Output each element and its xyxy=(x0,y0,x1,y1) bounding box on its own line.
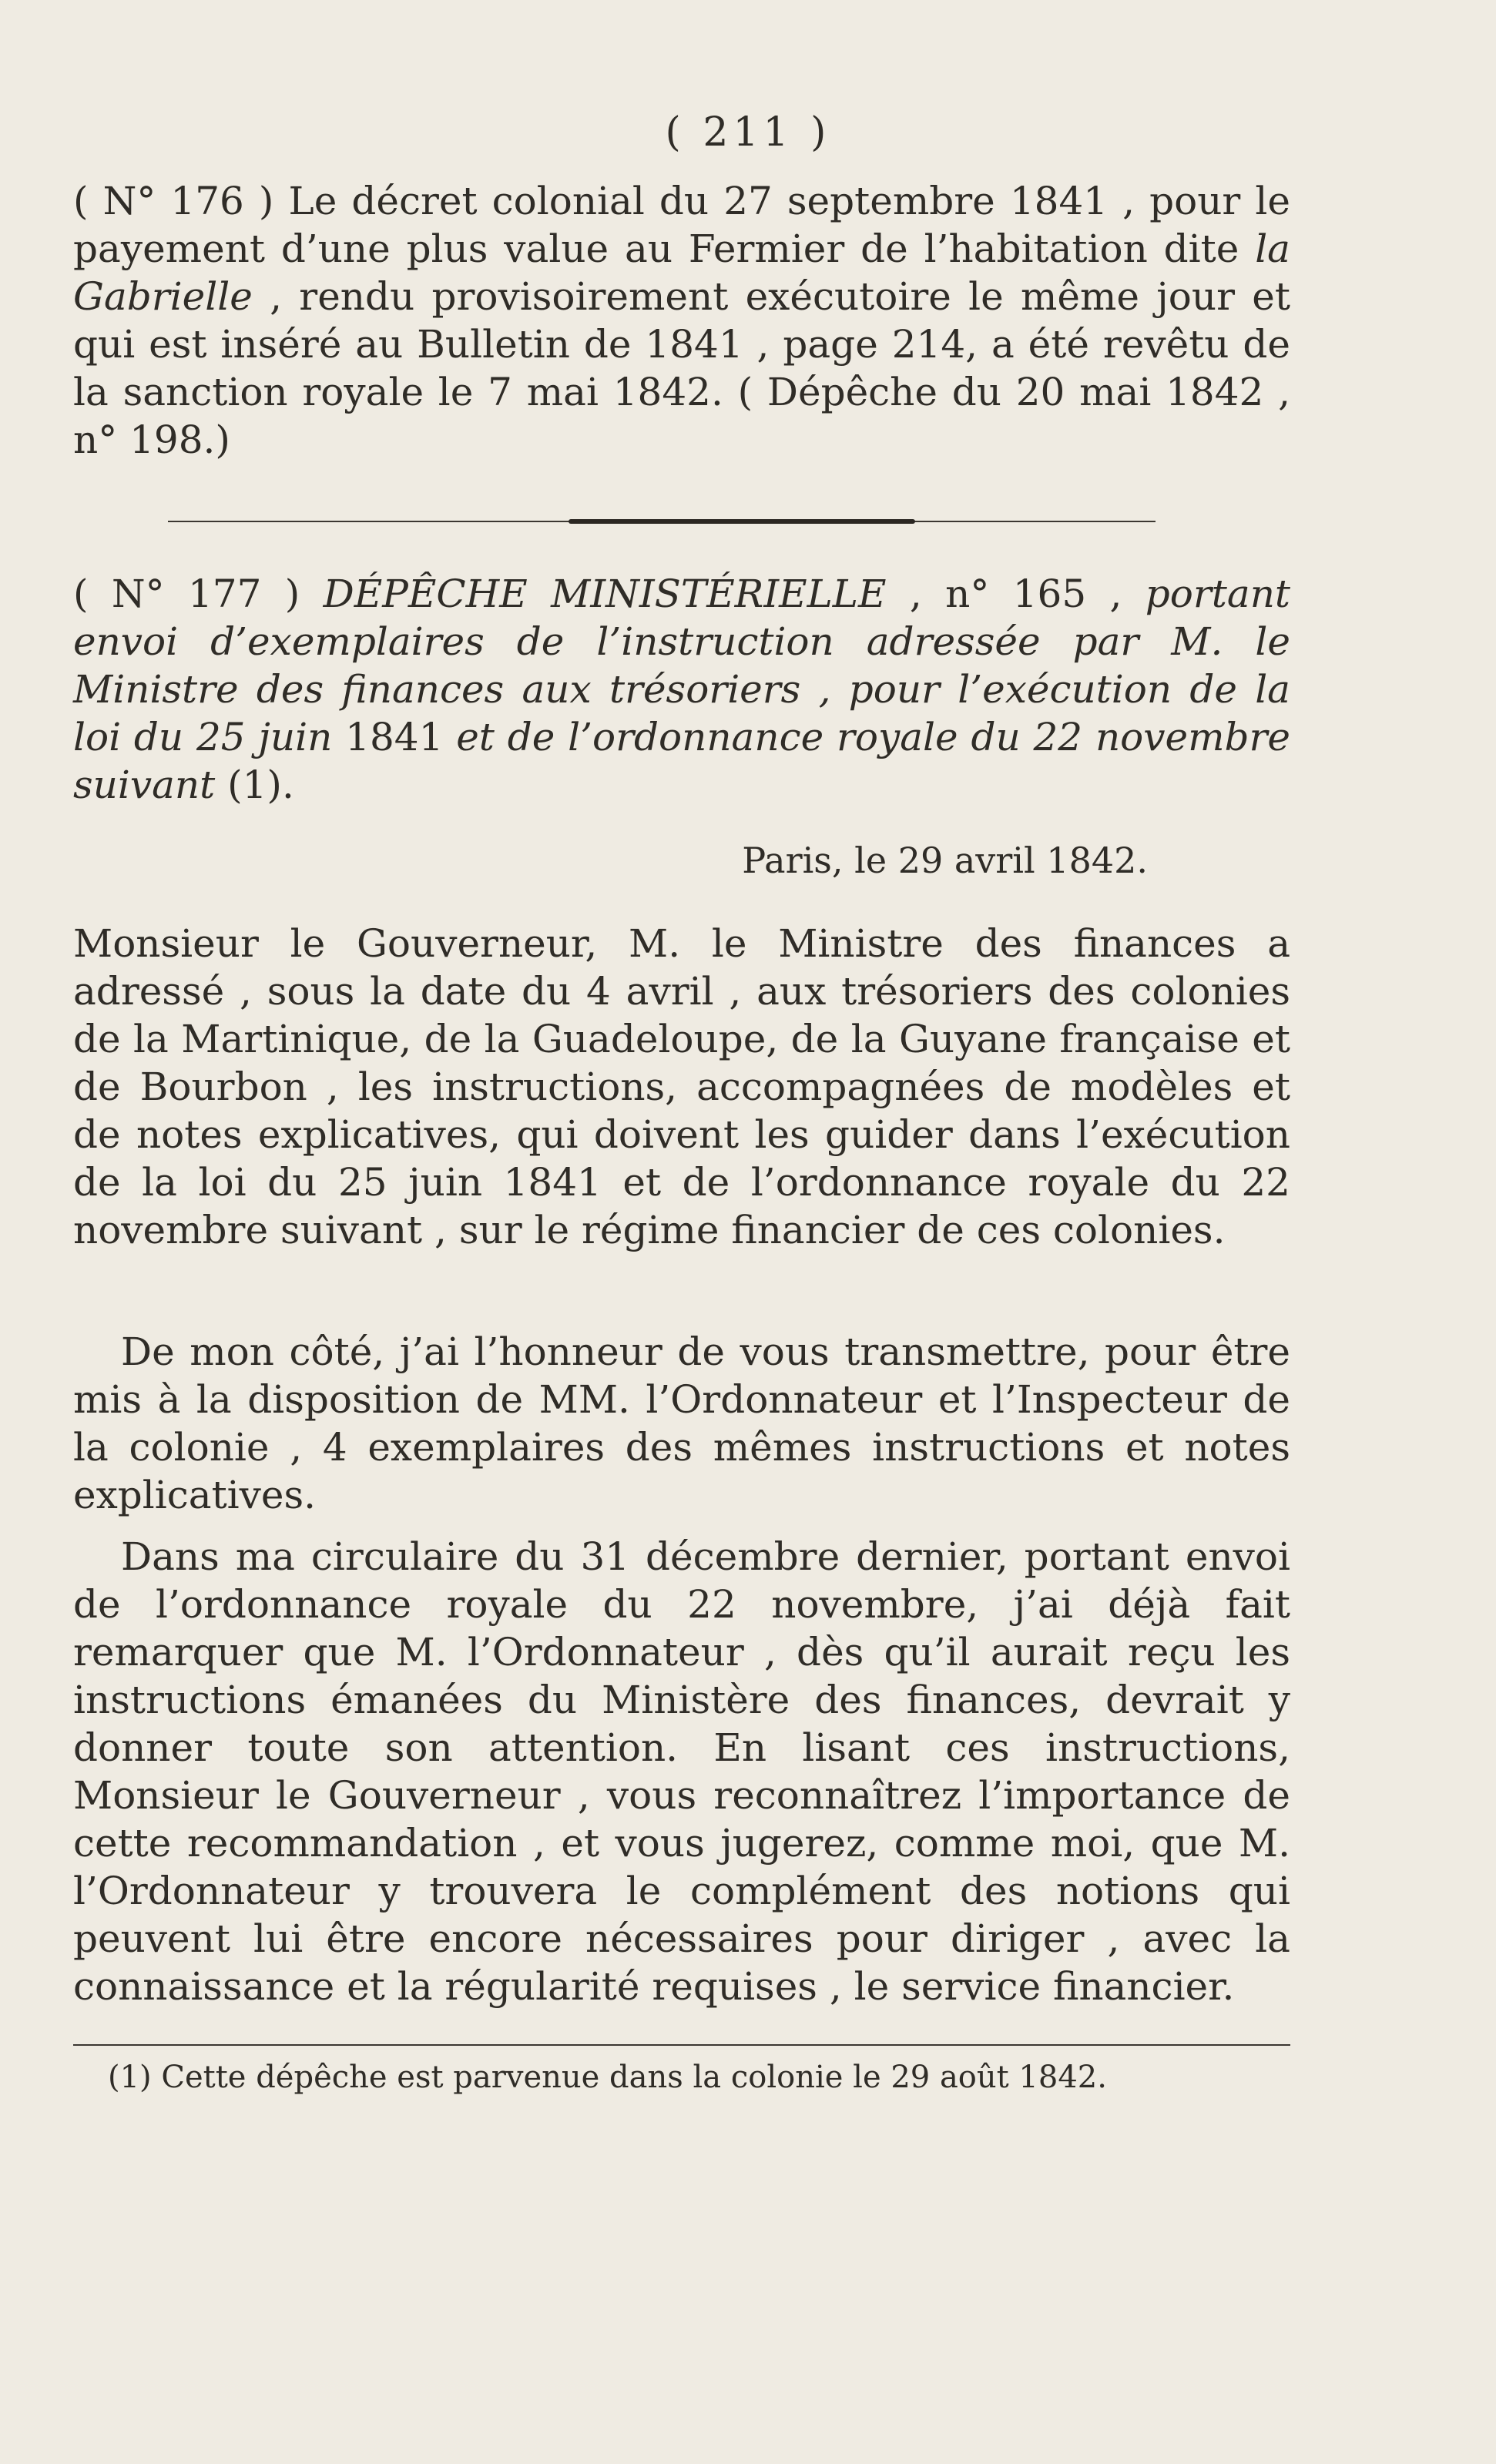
entry-177-title: DÉPÊCHE MINISTÉRIELLE xyxy=(300,572,887,616)
footnote-rule xyxy=(73,2044,1290,2046)
entry-177 xyxy=(73,570,1290,809)
section-divider xyxy=(168,518,1156,525)
paragraph-text: De mon côté, j’ai l’honneur de vous transmettre, pour être mis à la disposition de MM. l’Ordonnateur et l’Inspecteur de la colonie , 4 exemplaires des mêmes instructions et notes explicatives. xyxy=(73,1329,1290,1517)
paragraph-text: Dans ma circulaire du 31 décembre dernier, portant envoi de l’ordonnance royale du 22 novembre, j’ai déjà fait remarquer que M. l’Ordonnateur , dès qu’il aurait reçu les instructions émanées du Ministère des finances, devrait y donner toute son attention. En lisant ces instructions, Monsieur le Gouverneur , vous reconnaîtrez l’importance de cette recommandation , et vous jugerez, comme moi, que M. l’Ordonnateur y trouvera le complément des notions qui peuvent lui être encore nécessaires pour diriger , avec la connaissance et la régularité requises , le service financier. xyxy=(73,1534,1290,2009)
paragraph-text: Monsieur le Gouverneur, M. le Ministre des finances a adressé , sous la date du 4 avril , aux trésoriers des colonies de la Martinique, de la Guadeloupe, de la Guyane française et de Bourbon , les instructions, accompagnées de modèles et de notes explicatives, qui doivent les guider dans l’exécution de la loi du 25 juin 1841 et de l’ordonnance royale du 22 novembre suivant , sur le régime financier de ces colonies. xyxy=(73,921,1290,1252)
entry-176-text-after: , rendu provisoirement exécutoire le même jour et qui est inséré au Bulletin de 1841 , page 214, a été revêtu de la sanction royale le 7 mai 1842. ( Dépêche du 20 mai 1842 , n° 198.) xyxy=(73,274,1290,462)
entry-177-ref: , n° 165 , xyxy=(886,572,1145,616)
body-paragraph-2 xyxy=(73,1328,1290,1519)
entry-176-text-before: Le décret colonial du 27 septembre 1841 , pour le payement d’une plus value au Fermier de l’habitation dite xyxy=(73,179,1290,271)
body-paragraph-1 xyxy=(73,920,1290,1254)
divider-thick-line xyxy=(569,519,915,524)
entry-177-footnote-marker: (1). xyxy=(215,763,294,807)
entry-177-year: 1841 xyxy=(345,715,444,759)
entry-176-habitation-name: la Gabrielle xyxy=(73,226,1290,319)
entry-176 xyxy=(73,177,1290,464)
body-paragraph-3 xyxy=(73,1533,1290,2010)
dateline: Paris, le 29 avril 1842. xyxy=(742,840,1148,881)
entry-176-number: ( N° 176 ) xyxy=(73,179,274,223)
footnote: (1) Cette dépêche est parvenue dans la colonie le 29 août 1842. xyxy=(108,2060,1107,2095)
entry-177-description-a: portant envoi d’exemplaires de l’instruction adressée par M. le Ministre des finances aux trésoriers , pour l’exécution de la loi du 25 juin xyxy=(73,572,1290,759)
entry-177-description-b: et de l’ordonnance royale du 22 novembre suivant xyxy=(73,715,1290,807)
entry-177-number: ( N° 177 ) xyxy=(73,572,300,616)
page-number: ( 211 ) xyxy=(665,109,831,156)
